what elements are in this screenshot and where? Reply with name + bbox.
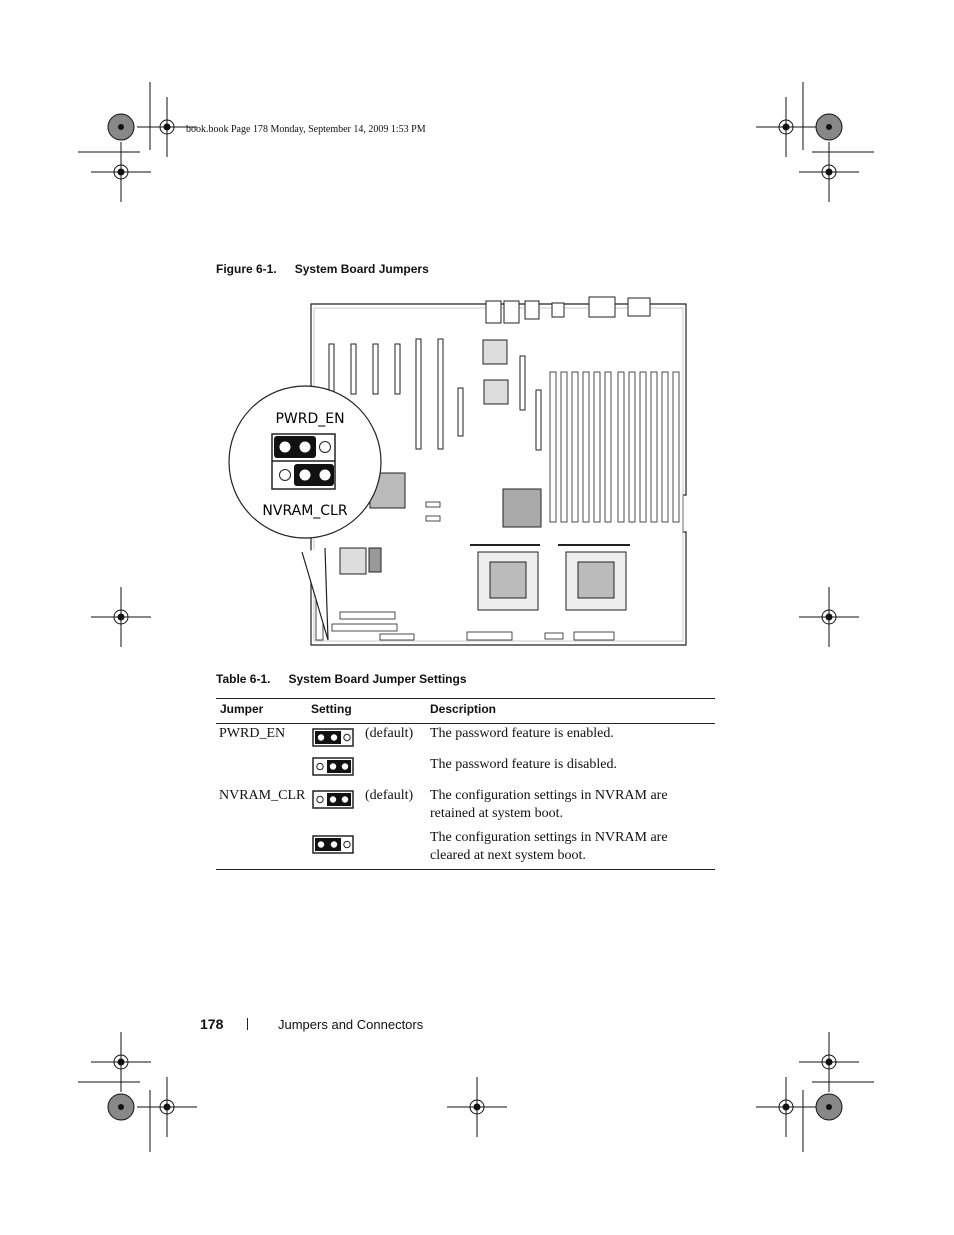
chapter-title: Jumpers and Connectors — [278, 1017, 424, 1032]
table-cell-setting-text: (default) — [365, 788, 414, 803]
table-caption — [216, 672, 467, 686]
table-cell-jumper: PWRD_EN — [219, 726, 286, 741]
enlarged-jumpers — [272, 434, 335, 489]
print-header: book.book Page 178 Monday, September 14, 2009 1:53 PM — [186, 124, 426, 135]
callout-label-nvram-clr: NVRAM_CLR — [262, 503, 348, 519]
table-top-rule — [216, 698, 715, 699]
starburst-mark — [108, 114, 134, 140]
table-bottom-rule — [216, 869, 715, 870]
header-jumper: Jumper — [220, 702, 264, 716]
table-cell-description-line: The configuration settings in NVRAM are — [430, 830, 668, 845]
table-title: System Board Jumper Settings — [288, 672, 467, 686]
jumper-pins-icon — [312, 757, 354, 777]
starburst-mark — [816, 1094, 842, 1120]
jumper-pins-icon — [312, 790, 354, 810]
callout-label-pwrd-en: PWRD_EN — [275, 411, 345, 427]
footer-separator — [247, 1018, 248, 1030]
header-setting: Setting — [311, 702, 352, 716]
cpu-socket-1 — [470, 545, 540, 610]
table-cell-description-line: cleared at next system boot. — [430, 848, 586, 863]
cpu-socket-2 — [558, 545, 630, 610]
starburst-mark — [108, 1094, 134, 1120]
table-cell-description-line: The configuration settings in NVRAM are — [430, 788, 668, 803]
table-cell-description: The password feature is disabled. — [430, 757, 617, 772]
starburst-mark — [816, 114, 842, 140]
table-header-rule — [216, 723, 715, 724]
system-board-diagram — [225, 293, 695, 655]
jumper-pins-icon — [312, 728, 354, 748]
table-cell-jumper: NVRAM_CLR — [219, 788, 306, 803]
jumper-pins-icon — [312, 835, 354, 855]
table-cell-description-line: retained at system boot. — [430, 806, 563, 821]
page-number: 178 — [200, 1016, 224, 1032]
figure-number: Figure 6-1. — [216, 262, 277, 276]
figure-title: System Board Jumpers — [294, 262, 429, 276]
table-cell-setting-text: (default) — [365, 726, 414, 741]
header-description: Description — [430, 702, 497, 716]
table-number: Table 6-1. — [216, 672, 271, 686]
figure-caption — [216, 262, 429, 276]
table-cell-description: The password feature is enabled. — [430, 726, 614, 741]
